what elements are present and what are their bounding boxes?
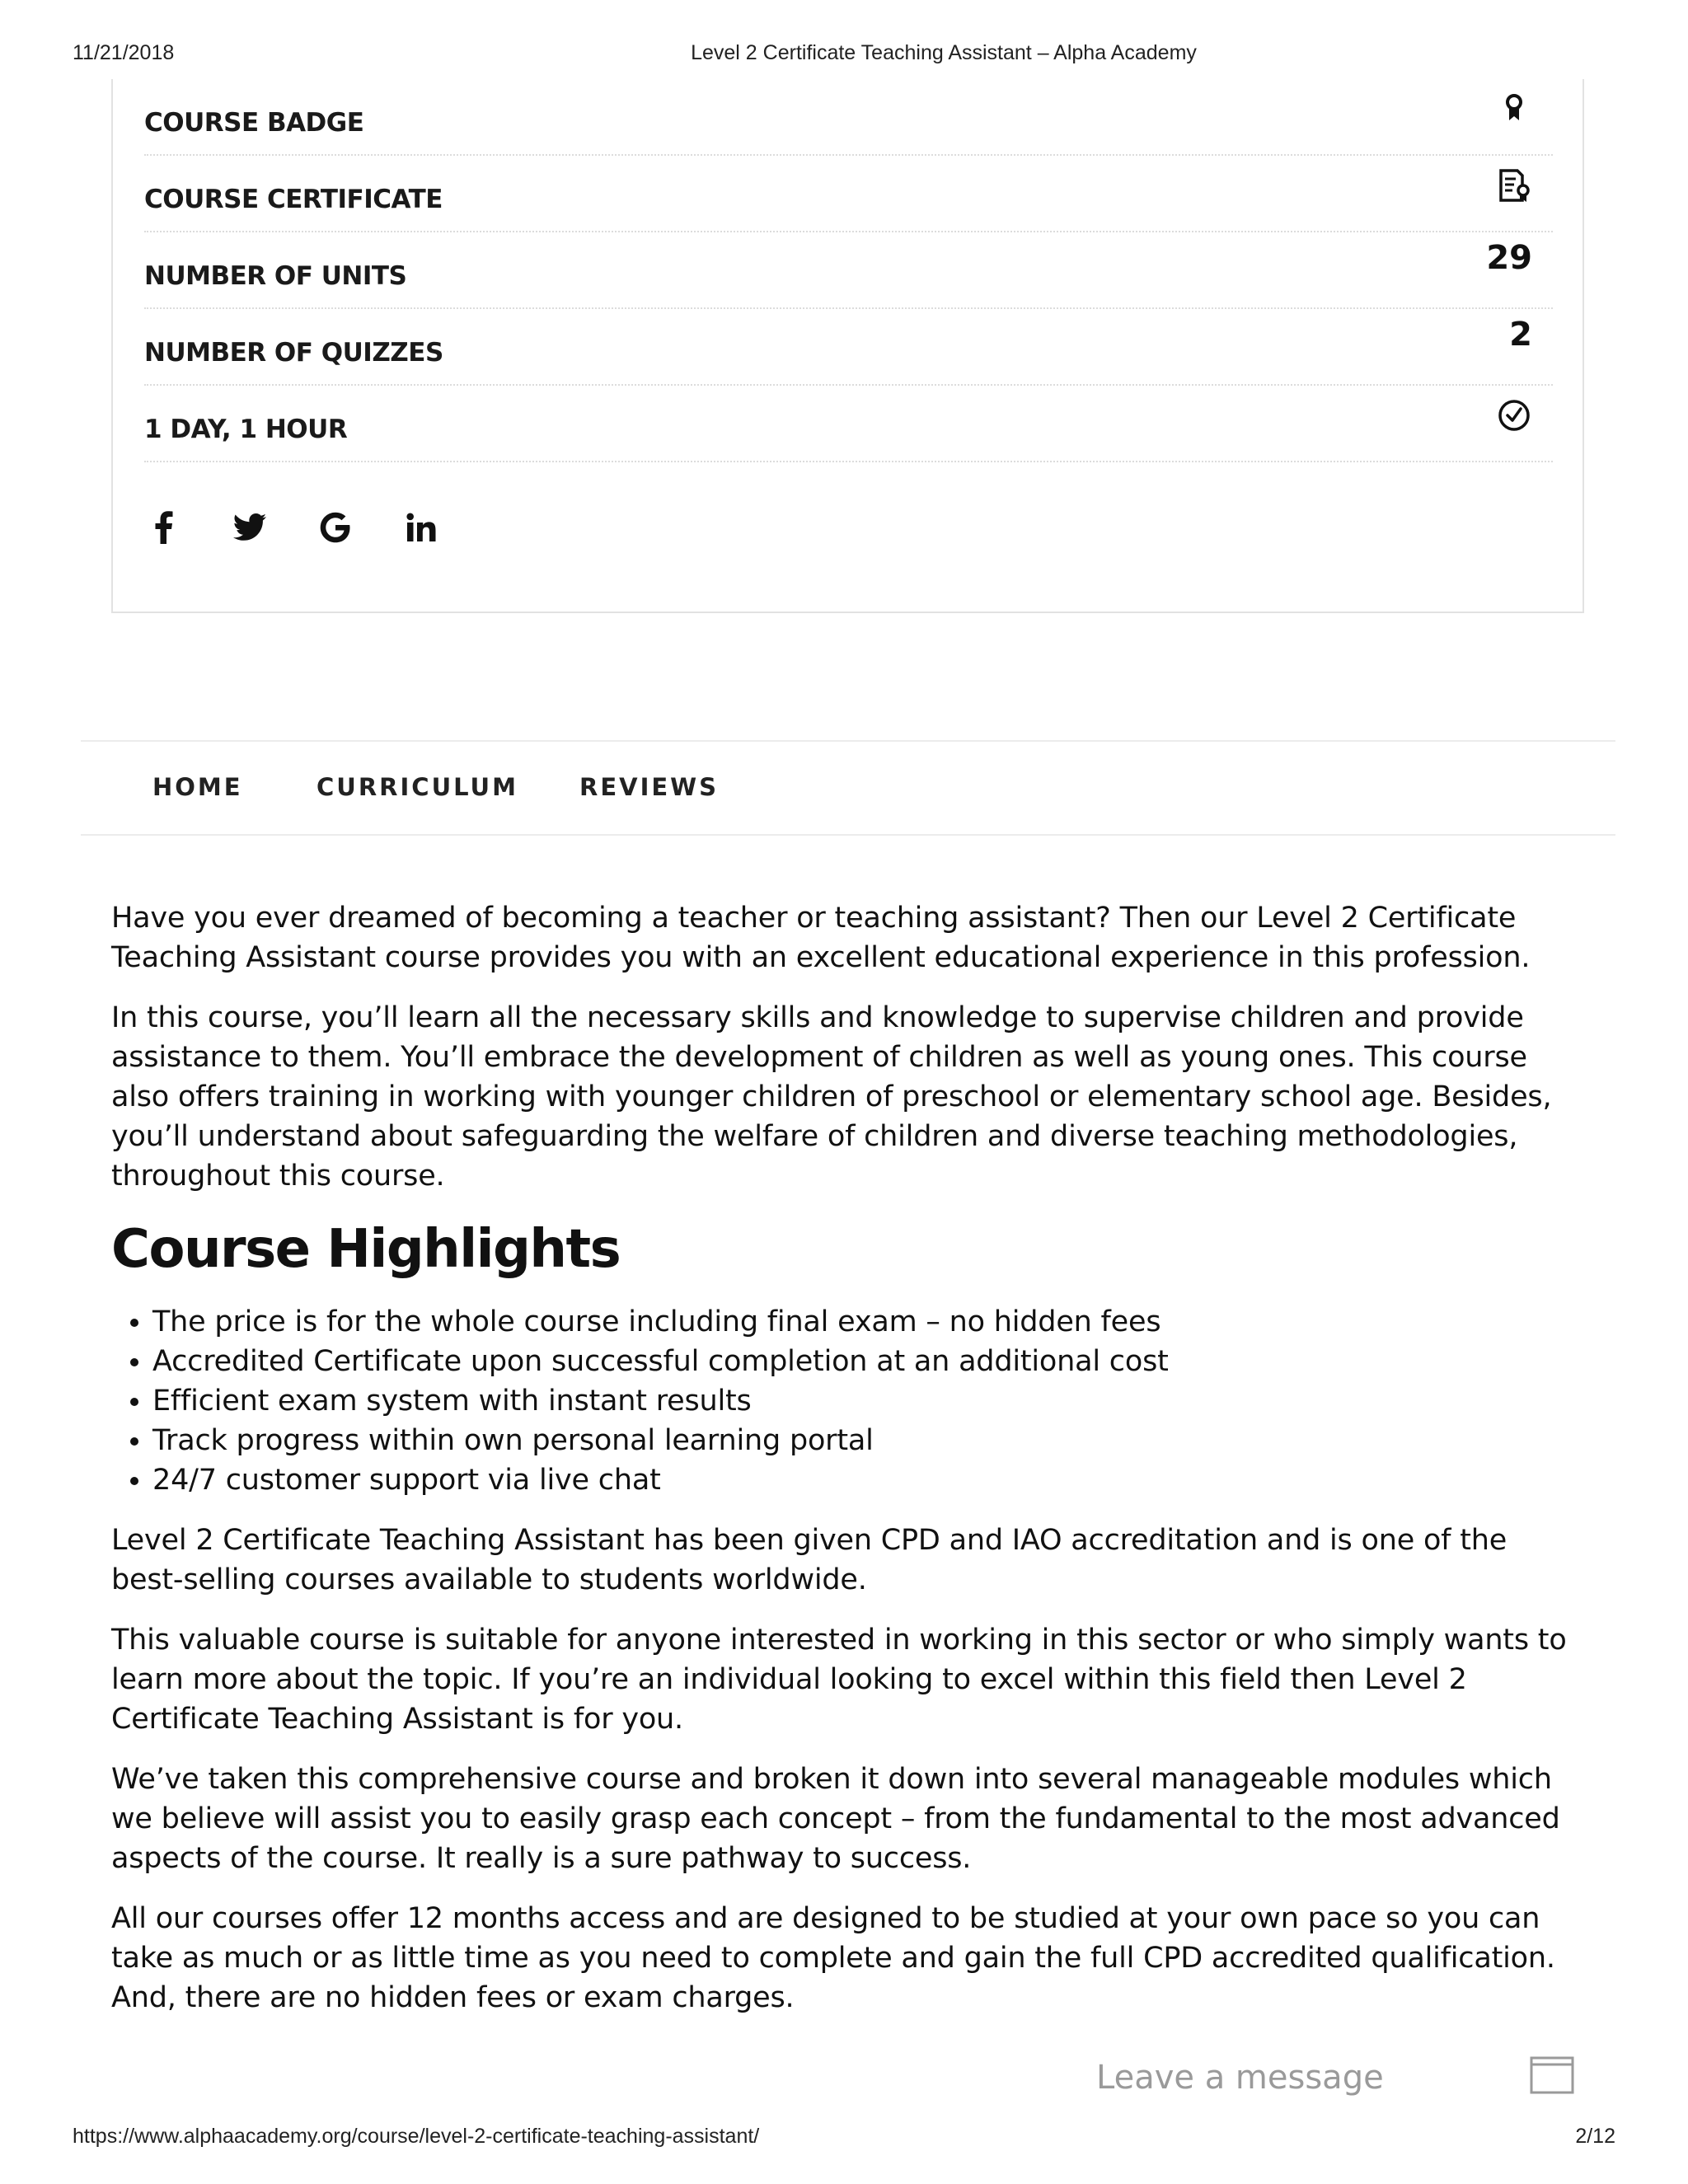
modules-paragraph: We’ve taken this comprehensive course and broken it down into several manageable modules which we believe will assist you to easily grasp each concept – from the fundamental to the most advanced aspects of the course. It really is a sure pathway to success. (111, 1763, 1560, 1875)
list-item: • Accredited Certificate upon successful completion at an additional cost (152, 1342, 1587, 1381)
highlights-list (111, 1302, 1587, 1500)
course-duration-label: 1 DAY, 1 HOUR (144, 415, 348, 444)
linkedin-icon[interactable] (401, 508, 441, 547)
clock-check-icon (1496, 397, 1532, 434)
intro-paragraph-2: In this course, you’ll learn all the necessary skills and knowledge to supervise children and provide assistance to them. You’ll embrace the development of children as well as young ones. This course also offers training in working with younger children of preschool or elementary school age. Besides, you’ll understand about safeguarding the welfare of children and diverse teaching methodologies, throughout this course. (111, 1001, 1552, 1193)
leave-message-widget[interactable] (1080, 2052, 1574, 2105)
number-of-units-label: NUMBER OF UNITS (144, 261, 407, 291)
list-item: • The price is for the whole course including final exam – no hidden fees (152, 1302, 1587, 1342)
course-tabs (81, 740, 1615, 836)
certificate-icon (1496, 167, 1532, 204)
badge-icon (1496, 91, 1532, 127)
access-paragraph: All our courses offer 12 months access and are designed to be studied at your own pace so you can take as much or as little time as you need to complete and gain the full CPD accredited qualification. And, there are no hidden fees or exam charges. (111, 1902, 1555, 2014)
print-page-number: 2/12 (1575, 2125, 1615, 2148)
list-item: • Track progress within own personal learning portal (152, 1421, 1587, 1460)
intro-paragraph-1: Have you ever dreamed of becoming a teacher or teaching assistant? Then our Level 2 Certificate Teaching Assistant course provides you with an excellent educational experience in this profession. (111, 902, 1531, 974)
course-certificate-label: COURSE CERTIFICATE (144, 185, 443, 214)
list-item: • 24/7 customer support via live chat (152, 1460, 1587, 1500)
course-badge-label: COURSE BADGE (144, 108, 364, 138)
course-info-card (111, 79, 1584, 613)
course-description (111, 898, 1587, 2038)
print-date: 11/21/2018 (73, 41, 175, 64)
print-url: https://www.alphaacademy.org/course/level-2-certificate-teaching-assistant/ (73, 2125, 760, 2148)
accreditation-paragraph: Level 2 Certificate Teaching Assistant has been given CPD and IAO accreditation and is one of the best-selling courses available to students worldwide. (111, 1524, 1507, 1596)
list-item: • Efficient exam system with instant results (152, 1381, 1587, 1421)
tab-curriculum[interactable]: CURRICULUM (316, 773, 518, 801)
tab-reviews[interactable]: REVIEWS (579, 773, 720, 801)
number-of-quizzes-value: 2 (1509, 316, 1532, 354)
number-of-units-row (144, 232, 1553, 309)
highlights-heading: Course Highlights (111, 1219, 621, 1280)
number-of-quizzes-label: NUMBER OF QUIZZES (144, 338, 443, 368)
leave-message-label: Leave a message (1096, 2059, 1384, 2097)
course-certificate-row (144, 156, 1553, 232)
tab-home[interactable]: HOME (152, 773, 243, 801)
chat-window-icon[interactable] (1530, 2056, 1574, 2094)
course-badge-row (144, 79, 1553, 156)
print-page-title: Level 2 Certificate Teaching Assistant – Alpha Academy (691, 41, 1197, 64)
course-duration-row (144, 386, 1553, 462)
number-of-units-value: 29 (1486, 239, 1532, 277)
suitability-paragraph: This valuable course is suitable for anyone interested in working in this sector or who simply wants to learn more about the topic. If you’re an individual looking to excel within this field then Level 2 Certificate Teaching Assistant is for you. (111, 1624, 1567, 1736)
social-share-bar (144, 508, 487, 547)
twitter-icon[interactable] (230, 508, 270, 547)
number-of-quizzes-row (144, 309, 1553, 386)
google-icon[interactable] (316, 508, 355, 547)
facebook-icon[interactable] (144, 508, 184, 547)
